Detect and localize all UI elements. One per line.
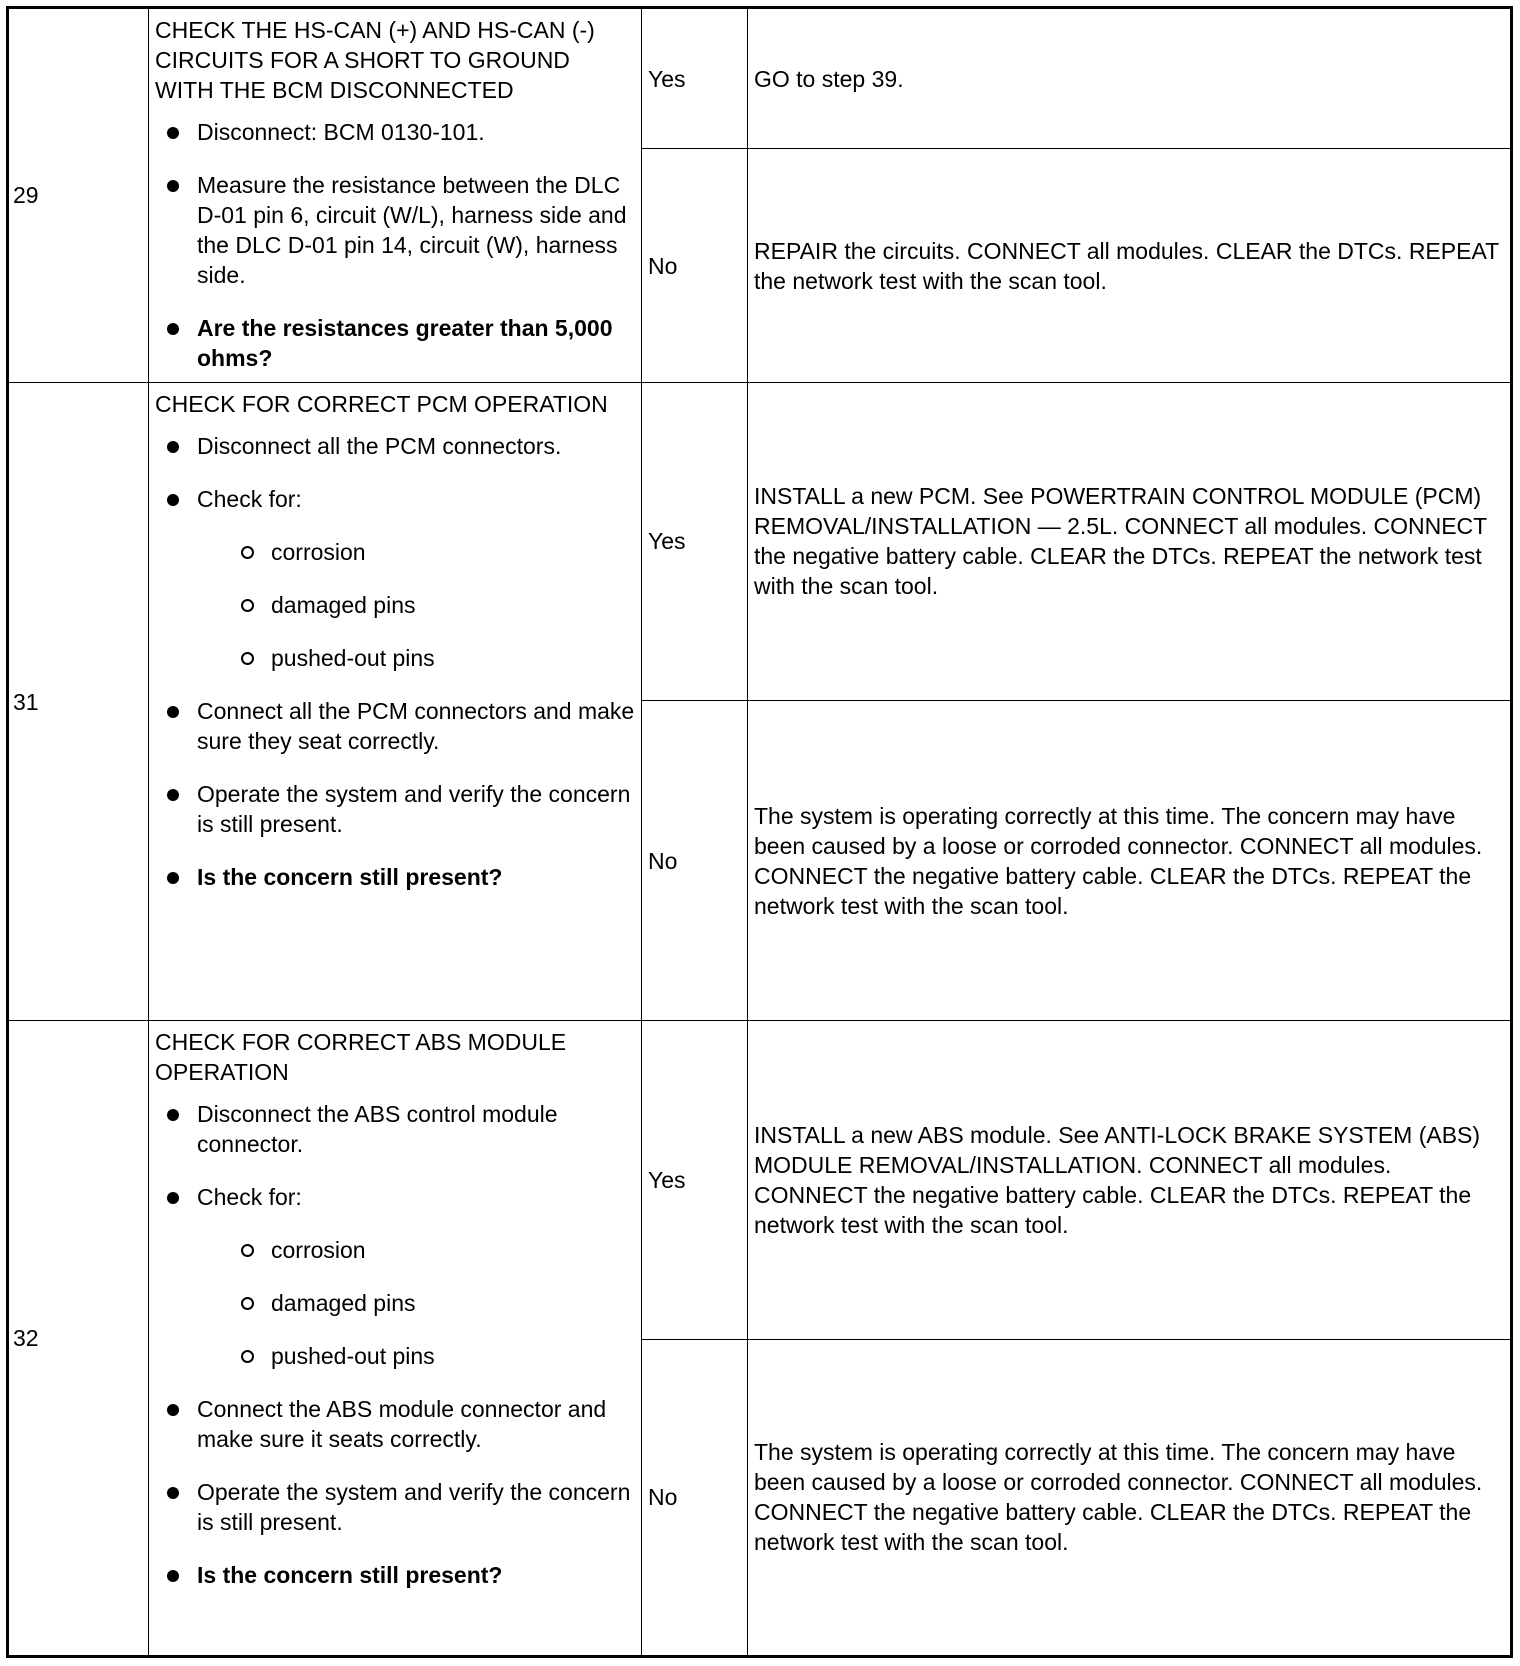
action-item: Disconnect: BCM 0130-101.: [197, 117, 635, 147]
answer-no: No: [642, 149, 748, 382]
diagnostic-test-table: [6, 6, 1513, 1658]
action-list: [155, 431, 635, 892]
check-item: pushed-out pins: [271, 643, 635, 673]
action-item: Connect all the PCM connectors and make sure they seat correctly.: [197, 697, 635, 754]
result-no: The system is operating correctly at this time. The concern may have been caused by a loose or corroded connector. CONNECT all modules. CONNECT the negative battery cable. CLEAR the DTCs. REPEAT the network test with the scan tool.: [748, 1339, 1512, 1656]
answer-yes: Yes: [642, 382, 748, 700]
action-item: Operate the system and verify the concern is still present.: [197, 1477, 635, 1537]
step-action-cell: [149, 8, 642, 383]
step-title: CHECK THE HS-CAN (+) AND HS-CAN (-) CIRCUITS FOR A SHORT TO GROUND WITH THE BCM DISCONNECTED: [155, 17, 595, 103]
action-item: Measure the resistance between the DLC D-01 pin 6, circuit (W/L), harness side and the DLC D-01 pin 14, circuit (W), harness side.: [197, 170, 635, 290]
action-item-check-for: [197, 1182, 635, 1371]
step-number: 32: [8, 1021, 149, 1657]
step-action-cell: [149, 1021, 642, 1657]
step-number: 31: [8, 382, 149, 1021]
check-item: damaged pins: [271, 1288, 635, 1318]
action-item: Connect the ABS module connector and make sure it seats correctly.: [197, 1394, 635, 1454]
action-item: Disconnect all the PCM connectors.: [197, 431, 635, 461]
check-item: corrosion: [271, 537, 635, 567]
action-question: Are the resistances greater than 5,000 ohms?: [197, 313, 635, 373]
step-31-row-yes: [8, 382, 1512, 700]
answer-no: No: [642, 701, 748, 1021]
action-list: [155, 117, 635, 373]
answer-yes: Yes: [642, 8, 748, 149]
action-question: Is the concern still present?: [197, 1560, 635, 1590]
action-item-label: Check for:: [197, 1184, 302, 1211]
check-item: pushed-out pins: [271, 1341, 635, 1371]
step-title: CHECK FOR CORRECT ABS MODULE OPERATION: [155, 1029, 567, 1086]
answer-no: No: [642, 1339, 748, 1656]
step-title: CHECK FOR CORRECT PCM OPERATION: [155, 390, 608, 417]
action-item-label: Check for:: [197, 485, 302, 512]
check-list: [197, 537, 635, 673]
result-yes: GO to step 39.: [748, 8, 1512, 149]
check-item: corrosion: [271, 1235, 635, 1265]
action-item-check-for: [197, 484, 635, 673]
answer-yes: Yes: [642, 1021, 748, 1339]
step-action-cell: [149, 382, 642, 1021]
action-item: Disconnect the ABS control module connector.: [197, 1099, 635, 1159]
step-29-row-yes: [8, 8, 1512, 149]
action-item: Operate the system and verify the concern is still present.: [197, 779, 635, 839]
check-list: [197, 1235, 635, 1371]
result-yes: INSTALL a new ABS module. See ANTI-LOCK BRAKE SYSTEM (ABS) MODULE REMOVAL/INSTALLATION. CONNECT all modules. CONNECT the negative battery cable. CLEAR the DTCs. REPEAT the network test with the scan tool.: [748, 1021, 1512, 1339]
result-yes: INSTALL a new PCM. See POWERTRAIN CONTROL MODULE (PCM) REMOVAL/INSTALLATION — 2.5L. CONNECT all modules. CONNECT the negative battery cable. CLEAR the DTCs. REPEAT the network test with the scan tool.: [748, 382, 1512, 700]
check-item: damaged pins: [271, 590, 635, 620]
action-list: [155, 1099, 635, 1590]
action-question: Is the concern still present?: [197, 862, 635, 892]
step-32-row-yes: [8, 1021, 1512, 1339]
result-no: REPAIR the circuits. CONNECT all modules. CLEAR the DTCs. REPEAT the network test with the scan tool.: [748, 149, 1512, 382]
result-no: The system is operating correctly at this time. The concern may have been caused by a loose or corroded connector. CONNECT all modules. CONNECT the negative battery cable. CLEAR the DTCs. REPEAT the network test with the scan tool.: [748, 701, 1512, 1021]
step-number: 29: [8, 8, 149, 383]
